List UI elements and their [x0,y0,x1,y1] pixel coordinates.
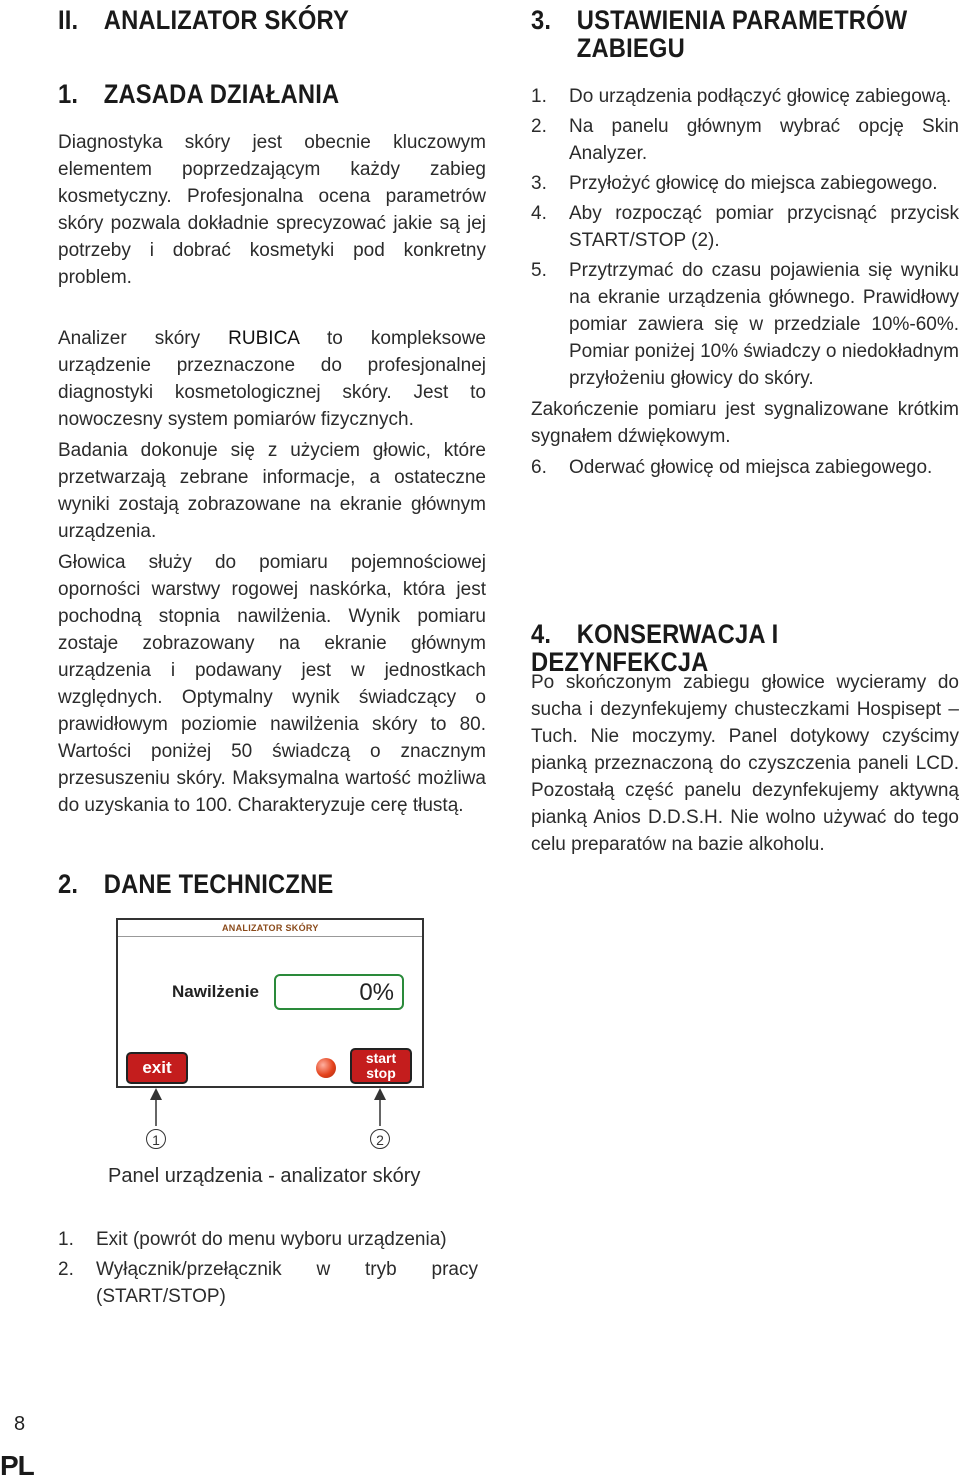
paragraph-note: Zakończenie pomiaru jest sygnalizowane krótkim sygnałem dźwiękowym. [531,399,959,447]
step-item [531,83,959,110]
heading-ustawienia [531,6,953,62]
step-text: Na panelu głównym wybrać opcję Skin Analyzer. [569,116,959,164]
heading-number: 2. [58,869,79,899]
start-label: start [365,1050,397,1066]
heading-number: 1. [58,79,79,109]
section-title: ANALIZATOR SKÓRY [103,5,350,35]
legend-text: Exit (powrót do menu wyboru urządzenia) [96,1229,447,1250]
step-text: Przyłożyć głowicę do miejsca zabiegowego. [569,173,938,194]
step-text: Do urządzenia podłączyć głowicę zabiegową. [569,86,952,107]
callout-1: 1 [146,1129,166,1149]
arrow-start-head [374,1088,386,1100]
stop-label: stop [366,1065,396,1081]
paragraph-konserwacja: Po skończonym zabiegu głowice wycieramy do sucha i dezynfekujemy chusteczkami Hospisept – Tuch. Nie moczymy. Panel dotykowy czyścimy pianką przeznaczoną do czyszczenia paneli LCD. Pozostałą część panelu dezynfekujemy aktywną pianką Anios D.D.S.H. Nie wolno używać do tego celu preparatów na bazie alkoholu. [531,672,959,855]
legend-text: Wyłącznik/przełącznik w tryb pracy (START/STOP) [96,1259,478,1307]
legend-item [58,1256,478,1310]
s4-body [531,669,959,858]
heading-title: KONSERWACJA I DEZYNFEKCJA [531,619,779,677]
heading-konserwacja [531,620,953,676]
measurement-label: Nawilżenie [172,982,259,1001]
step-item [531,257,959,392]
heading-number: 4. [531,619,552,649]
paragraph-diagnostyka: Diagnostyka skóry jest obecnie kluczowym elementem poprzedzającym każdy zabieg kosmetyczny. Profesjonalna ocena parametrów skóry pozwala dokładnie sprecyzować jakie są jej potrzeby i dobrać kosmetyki pod konkretny problem. [58,132,486,288]
step-item [531,113,959,167]
paragraph-glowica: Głowica służy do pomiaru pojemnościowej oporności warstwy rogowej naskórka, która jest pochodną stopnia nawilżenia. Wynik pomiaru zostaje zobrazowany na ekranie głównym urządzenia i podawany jest w jednostkach względnych. Optymalny wynik świadczący o prawidłowym poziomie nawilżenia skóry to 80. Wartości poniżej 50 świadczą o znacznym przesuszeniu skóry. Maksymalna wartość możliwa do uzyskania to 100. Charakteryzuje cerę tłustą. [58,552,486,816]
paragraph-badania: Badania dokonuje się z użyciem głowic, które przetwarzają zebrane informacje, a ostateczne wyniki zostają zobrazowane na ekranie głównym urządzenia. [58,440,486,542]
step-item [531,170,959,197]
legend-number: 2. [58,1259,74,1280]
step-number: 4. [531,203,547,224]
panel-header: ANALIZATOR SKÓRY [222,923,319,933]
step-number: 2. [531,116,547,137]
heading-title-line1: USTAWIENIA PARAMETRÓW [576,5,908,35]
step-number: 6. [531,457,547,478]
legend-number: 1. [58,1229,74,1250]
step-number: 1. [531,86,547,107]
heading-title: DANE TECHNICZNE [103,869,334,899]
heading-number: 3. [531,5,552,35]
step-number: 3. [531,173,547,194]
step-text: Aby rozpocząć pomiar przycisnąć przycisk START/STOP (2). [569,203,959,251]
measurement-value: 0% [359,979,394,1006]
section-number: II. [58,5,79,35]
legend-item [58,1226,478,1253]
page-number: 8 [14,1413,26,1435]
arrow-exit-head [150,1088,162,1100]
step-item [531,200,959,254]
paragraph-analizer-b: to kompleksowe urządzenie przeznaczone do profesjonalnej diagnostyki kosmetologicznej skóry. Jest to nowoczesny system pomiarów fizycznych. [58,328,486,430]
steps-list-6 [531,454,959,481]
language-code: PL [0,1450,34,1481]
callout-2: 2 [370,1129,390,1149]
s3-body [531,83,959,481]
step-text: Oderwać głowicę od miejsca zabiegowego. [569,457,933,478]
exit-button[interactable]: exit [126,1052,188,1084]
steps-list [531,83,959,392]
brand-name: RUBICA [228,328,299,349]
step-number: 5. [531,260,547,281]
panel-legend [58,1226,478,1310]
step-text: Przytrzymać do czasu pojawienia się wyniku na ekranie urządzenia głównego. Prawidłowy pomiar zawiera się w przedziale 10%-60%. Pomiar poniżej 10% świadczy o niedokładnym przyłożeniu głowicy do skóry. [569,260,959,389]
panel-caption: Panel urządzenia - analizator skóry [108,1165,421,1187]
heading-title: ZASADA DZIAŁANIA [103,79,340,109]
paragraph-analizer-a: Analizer skóry [58,328,229,349]
step-item [531,454,959,481]
heading-title-line2: ZABIEGU [576,33,685,63]
